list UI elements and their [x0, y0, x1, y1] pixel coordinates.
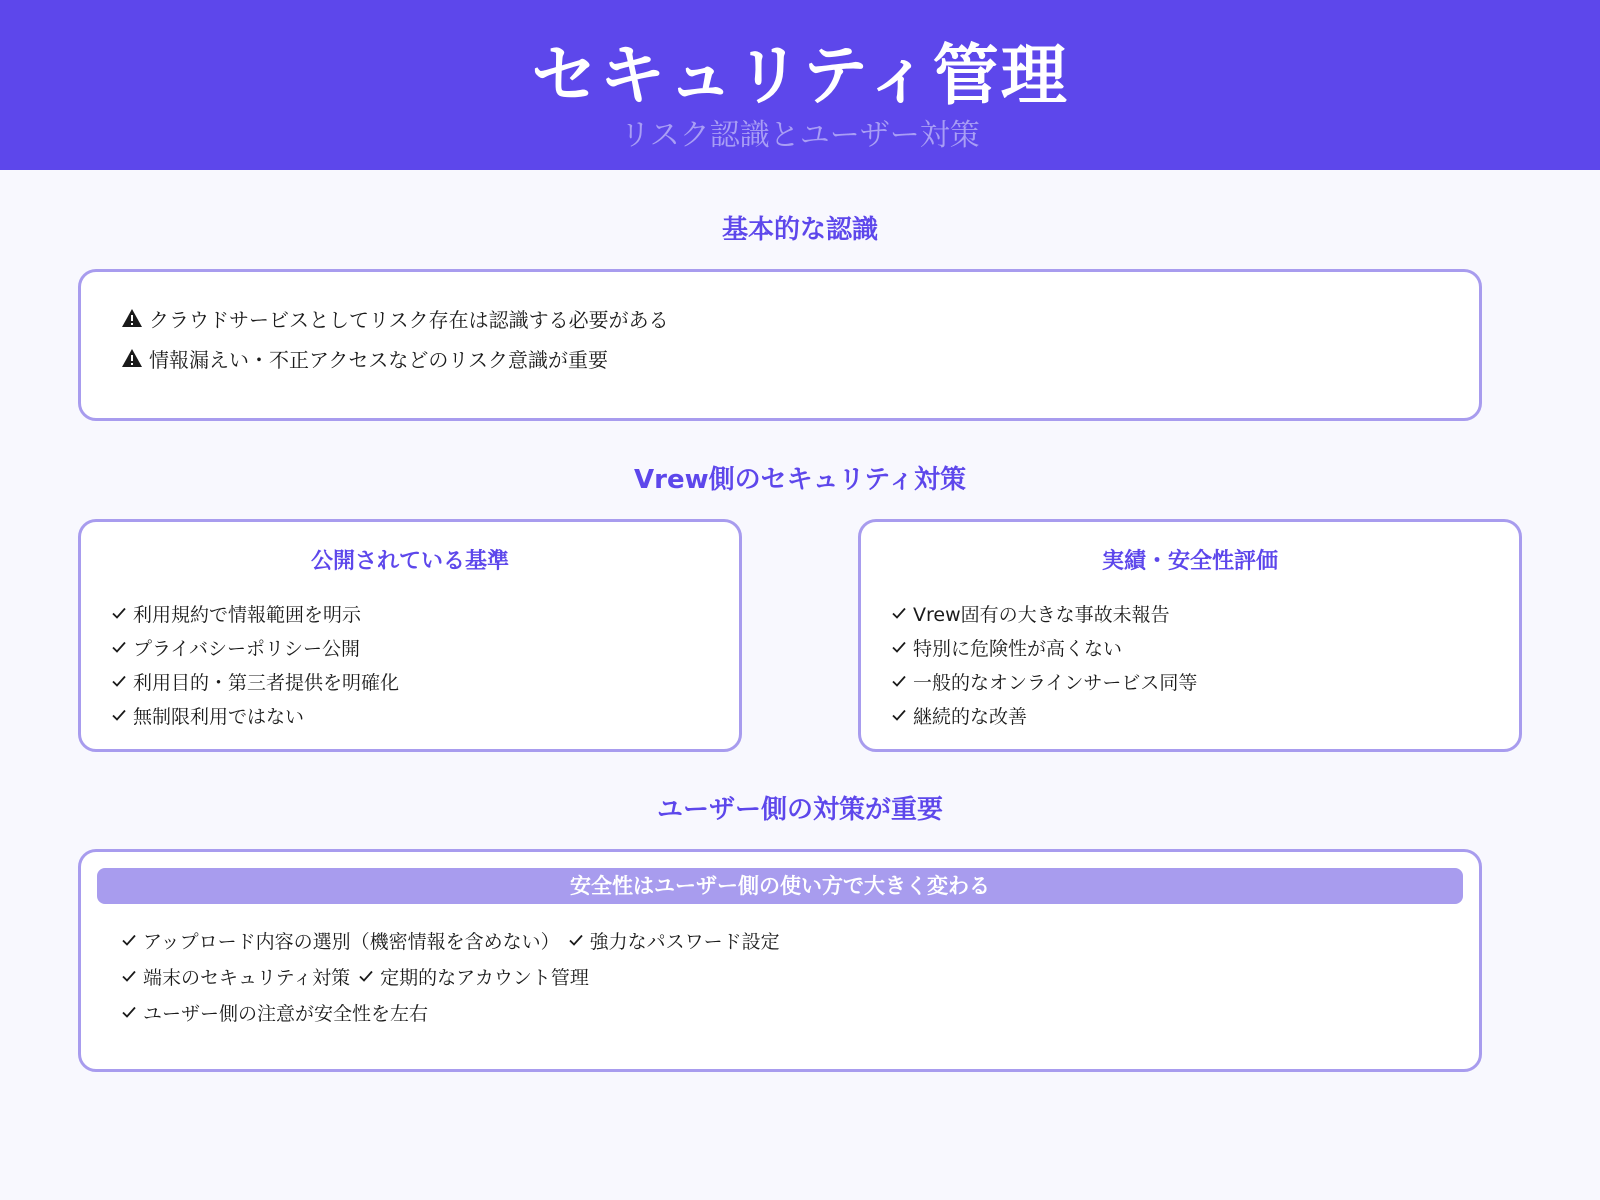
- list-row: [121, 958, 788, 994]
- check-icon: [358, 968, 374, 984]
- list-item: [111, 630, 399, 664]
- list-item-text: 利用目的・第三者提供を明確化: [133, 671, 400, 694]
- check-icon: [891, 673, 907, 689]
- list-item: [121, 963, 350, 990]
- card-title: 公開されている基準: [310, 549, 509, 574]
- check-icon: [121, 1004, 137, 1020]
- check-icon: [111, 673, 127, 689]
- check-icon: [891, 605, 907, 621]
- section-title-basic: 基本的な認識: [721, 215, 878, 245]
- list-item-text: 特別に危険性が高くない: [913, 637, 1123, 660]
- list-item: [891, 596, 1197, 630]
- list-item: [568, 927, 780, 954]
- check-list: [121, 922, 788, 1030]
- list-item: [358, 963, 589, 990]
- list-item-text: 定期的なアカウント管理: [380, 966, 589, 989]
- list-row: [121, 922, 788, 958]
- check-icon: [891, 707, 907, 723]
- list-item: [111, 596, 399, 630]
- list-item: [891, 698, 1197, 732]
- page-header: [0, 0, 1600, 170]
- page-title: セキュリティ管理: [531, 37, 1069, 114]
- track-record-card: [858, 519, 1522, 752]
- warning-item: [121, 298, 669, 338]
- check-icon: [111, 605, 127, 621]
- check-list: [891, 596, 1197, 732]
- list-item-text: 無制限利用ではない: [133, 705, 305, 728]
- warning-list: [121, 298, 669, 378]
- list-item-text: 一般的なオンラインサービス同等: [913, 671, 1198, 694]
- warning-item: [121, 338, 669, 378]
- page-subtitle: リスク認識とユーザー対策: [620, 118, 980, 153]
- list-item: [111, 698, 399, 732]
- user-measures-card: [78, 849, 1482, 1072]
- list-item-text: 継続的な改善: [913, 705, 1028, 728]
- list-item: [111, 664, 399, 698]
- check-list: [111, 596, 399, 732]
- highlight-banner: 安全性はユーザー側の使い方で大きく変わる: [97, 868, 1463, 904]
- section-title-vrew: Vrew側のセキュリティ対策: [634, 465, 966, 495]
- list-item-text: ユーザー側の注意が安全性を左右: [143, 1002, 429, 1025]
- warning-text: 情報漏えい・不正アクセスなどのリスク意識が重要: [149, 347, 608, 372]
- check-icon: [111, 707, 127, 723]
- list-item-text: アップロード内容の選別（機密情報を含めない）: [143, 930, 560, 953]
- list-row: [121, 994, 788, 1030]
- check-icon: [121, 968, 137, 984]
- warning-icon: [121, 348, 143, 368]
- list-item-text: 利用規約で情報範囲を明示: [133, 603, 362, 626]
- list-item-text: 強力なパスワード設定: [589, 930, 780, 953]
- check-icon: [891, 639, 907, 655]
- list-item: [891, 630, 1197, 664]
- list-item: [891, 664, 1197, 698]
- list-item-text: プライバシーポリシー公開: [133, 637, 361, 660]
- warning-icon: [121, 308, 143, 328]
- public-standards-card: [78, 519, 742, 752]
- section-title-user: ユーザー側の対策が重要: [656, 795, 943, 825]
- basic-card: [78, 269, 1482, 421]
- check-icon: [121, 932, 137, 948]
- check-icon: [111, 639, 127, 655]
- warning-text: クラウドサービスとしてリスク存在は認識する必要がある: [149, 307, 669, 332]
- list-item-text: Vrew固有の大きな事故未報告: [913, 603, 1170, 626]
- list-item-text: 端末のセキュリティ対策: [143, 966, 351, 989]
- check-icon: [568, 932, 584, 948]
- card-title: 実績・安全性評価: [1101, 549, 1278, 574]
- list-item: [121, 927, 560, 954]
- list-item: [121, 999, 428, 1026]
